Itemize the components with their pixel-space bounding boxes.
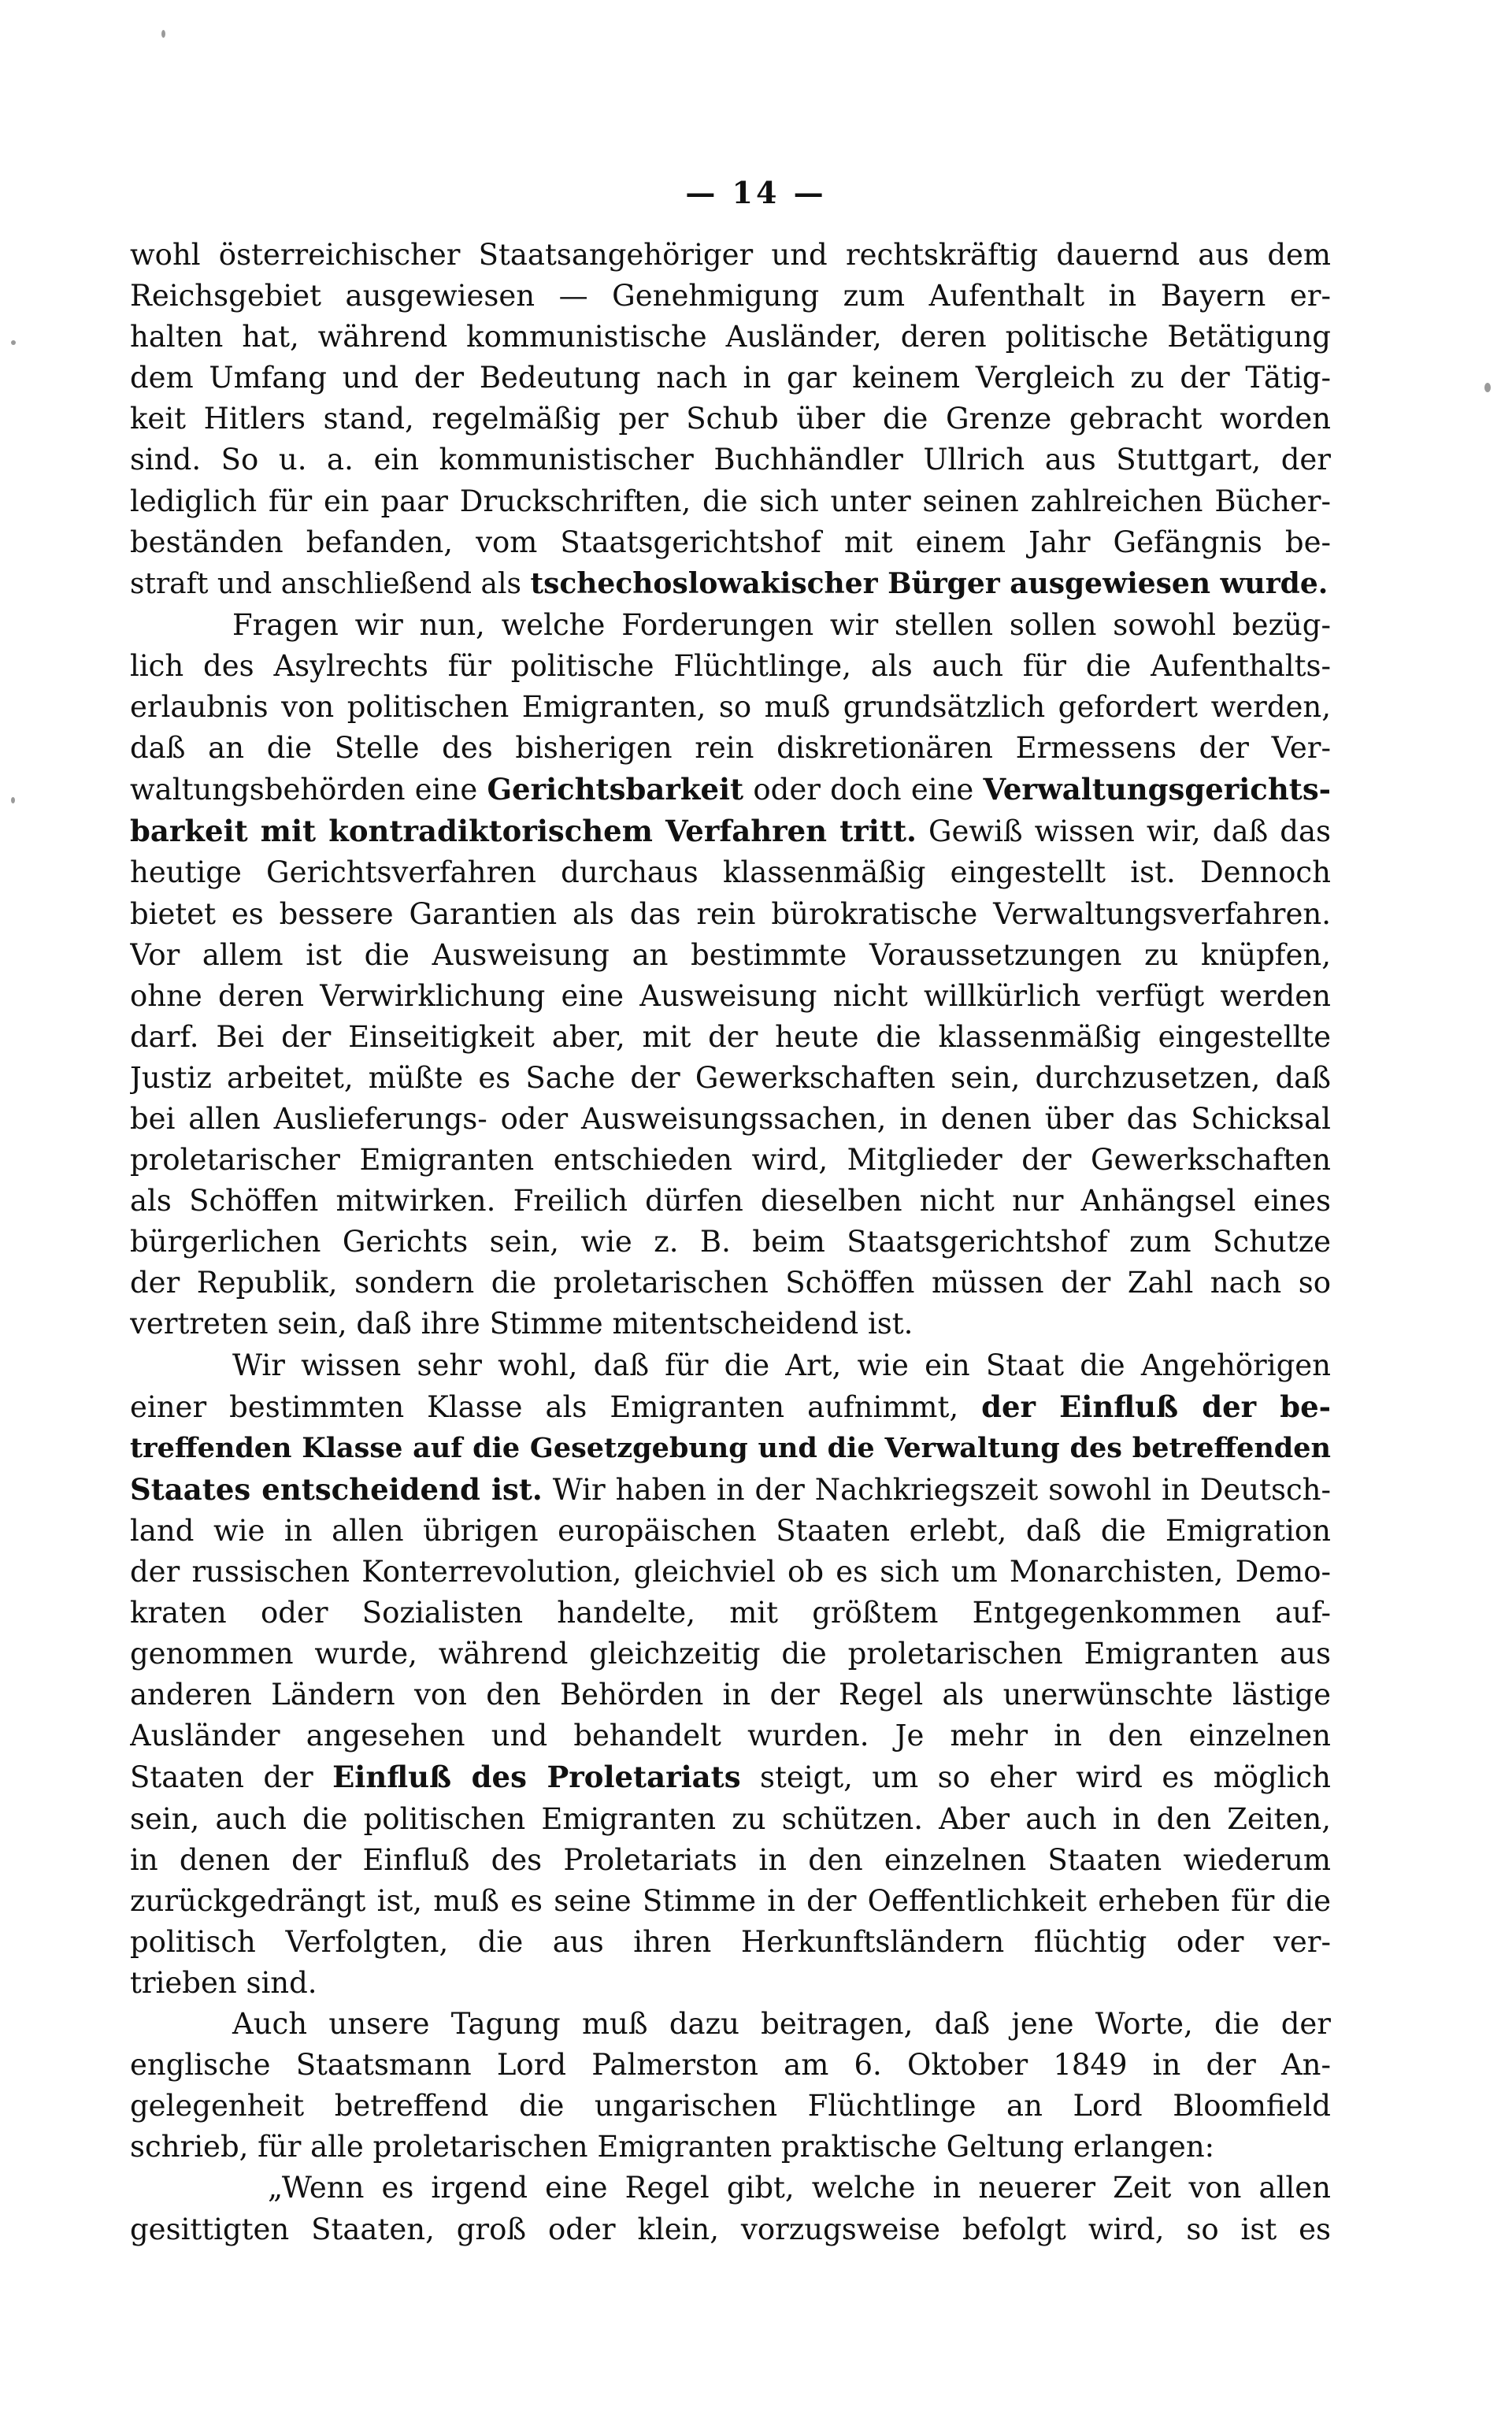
- emphasized-text: Verwaltungsgerichts-: [983, 772, 1331, 807]
- text-line: [130, 522, 1331, 563]
- scan-speck: [161, 30, 165, 38]
- text-line: [130, 563, 1331, 605]
- text-run: erlaubnis von politischen Emigranten, so muß grundsätzlich gefordert werden,: [130, 690, 1331, 725]
- text-line: [130, 646, 1331, 687]
- text-run: als Schöffen mitwirken. Freilich dürfen dieselben nicht nur Anhängsel eines: [130, 1184, 1331, 1218]
- text-run: keit Hitlers stand, regelmäßig per Schub über die Grenze gebracht worden: [130, 402, 1331, 436]
- text-run: halten hat, während kommunistische Ausländer, deren politische Betätigung: [130, 320, 1331, 354]
- text-line: [130, 399, 1331, 440]
- emphasized-text: barkeit mit kontradiktorischem Verfahren tritt.: [130, 814, 917, 849]
- text-line: [130, 1386, 1331, 1428]
- text-run: Ausländer angesehen und behandelt wurden. Je mehr in den einzelnen: [130, 1719, 1331, 1753]
- text-line: [130, 935, 1331, 976]
- text-run: Staaten der: [130, 1760, 333, 1795]
- text-run: daß an die Stelle des bisherigen rein diskretionären Ermessens der Ver-: [130, 731, 1331, 766]
- page-number: — 14 —: [685, 175, 827, 210]
- scan-speck: [1484, 383, 1491, 392]
- text-run: waltungsbehörden eine: [130, 773, 487, 807]
- text-run: bürgerlichen Gerichts sein, wie z. B. beim Staatsgerichtshof zum Schutze: [130, 1225, 1331, 1259]
- text-run: ohne deren Verwirklichung eine Ausweisung nicht willkürlich verfügt werden: [130, 978, 1331, 1013]
- text-run: bietet es bessere Garantien als das rein bürokratische Verwaltungsverfahren.: [130, 896, 1331, 931]
- text-run: vertreten sein, daß ihre Stimme mitentscheidend ist.: [130, 1307, 914, 1341]
- text-line: [130, 235, 1331, 276]
- text-line: [130, 1881, 1331, 1922]
- text-run: dem Umfang und der Bedeutung nach in gar keinem Vergleich zu der Tätig-: [130, 361, 1331, 395]
- text-line: [130, 2045, 1331, 2086]
- text-line: [130, 1963, 1331, 2004]
- emphasized-text: treffenden Klasse auf die Gesetzgebung und die Verwaltung des betreffenden: [130, 1431, 1331, 1464]
- text-line: [130, 2209, 1331, 2250]
- text-line: [130, 1511, 1331, 1552]
- text-line: [130, 1922, 1331, 1963]
- text-line: [130, 1058, 1331, 1099]
- text-run: anderen Ländern von den Behörden in der Regel als unerwünschte lästige: [130, 1678, 1331, 1712]
- text-run: einer bestimmten Klasse als Emigranten aufnimmt,: [130, 1389, 982, 1424]
- text-run: heutige Gerichtsverfahren durchaus klassenmäßig eingestellt ist. Dennoch: [130, 855, 1331, 890]
- text-run: wohl österreichischer Staatsangehöriger und rechtskräftig dauernd aus dem: [130, 238, 1331, 272]
- text-line: [130, 894, 1331, 935]
- body-text: [130, 235, 1331, 2250]
- text-run: Auch unsere Tagung muß dazu beitragen, daß jene Worte, die der: [232, 2007, 1331, 2042]
- text-run: steigt, um so eher wird es möglich: [740, 1760, 1331, 1795]
- text-run: land wie in allen übrigen europäischen Staaten erlebt, daß die Emigration: [130, 1513, 1331, 1548]
- text-line: [130, 810, 1331, 852]
- text-line: [130, 276, 1331, 317]
- text-line: [130, 358, 1331, 399]
- emphasized-text: der Einfluß der be-: [981, 1389, 1331, 1424]
- text-line: [130, 2127, 1331, 2168]
- text-line: [130, 1263, 1331, 1304]
- text-run: Gewiß wissen wir, daß das: [916, 814, 1331, 849]
- text-line: [130, 1840, 1331, 1881]
- text-run: der Republik, sondern die proletarischen Schöffen müssen der Zahl nach so: [130, 1266, 1331, 1300]
- scan-speck: [11, 797, 15, 803]
- text-run: gelegenheit betreffend die ungarischen Flüchtlinge an Lord Bloomfield: [130, 2089, 1331, 2123]
- text-run: genommen wurde, während gleichzeitig die proletarischen Emigranten aus: [130, 1637, 1331, 1671]
- text-run: Reichsgebiet ausgewiesen — Genehmigung zum Aufenthalt in Bayern er-: [130, 279, 1331, 313]
- text-run: lediglich für ein paar Druckschriften, die sich unter seinen zahlreichen Bücher-: [130, 484, 1331, 518]
- text-line: [130, 1222, 1331, 1263]
- scan-speck: [11, 340, 16, 345]
- text-run: Wir wissen sehr wohl, daß für die Art, wie ein Staat die Angehörigen: [232, 1348, 1331, 1382]
- emphasized-text: Einfluß des Proletariats: [332, 1760, 741, 1795]
- text-line: [130, 2168, 1331, 2209]
- text-run: proletarischer Emigranten entschieden wird, Mitglieder der Gewerkschaften: [130, 1143, 1331, 1178]
- text-line: [130, 769, 1331, 810]
- text-run: sein, auch die politischen Emigranten zu schützen. Aber auch in den Zeiten,: [130, 1801, 1331, 1836]
- text-line: [130, 317, 1331, 358]
- text-run: lich des Asylrechts für politische Flüchtlinge, als auch für die Aufenthalts-: [130, 648, 1331, 683]
- text-run: in denen der Einfluß des Proletariats in den einzelnen Staaten wiederum: [130, 1842, 1331, 1877]
- text-run: „Wenn es irgend eine Regel gibt, welche in neuerer Zeit von allen: [268, 2171, 1331, 2205]
- text-run: politisch Verfolgten, die aus ihren Herkunftsländern flüchtig oder ver-: [130, 1924, 1331, 1959]
- text-line: [130, 728, 1331, 769]
- text-line: [130, 1552, 1331, 1593]
- text-line: [130, 1634, 1331, 1675]
- text-line: [130, 2004, 1331, 2045]
- text-run: Justiz arbeitet, müßte es Sache der Gewerkschaften sein, durchzusetzen, daß: [130, 1060, 1331, 1095]
- text-run: sind. So u. a. ein kommunistischer Buchhändler Ullrich aus Stuttgart, der: [130, 443, 1331, 477]
- text-run: zurückgedrängt ist, muß es seine Stimme in der Oeffentlichkeit erheben für die: [130, 1883, 1331, 1918]
- text-line: [130, 481, 1331, 522]
- text-run: kraten oder Sozialisten handelte, mit größtem Entgegenkommen auf-: [130, 1596, 1331, 1630]
- text-run: straft und anschließend als: [130, 567, 531, 600]
- text-line: [130, 605, 1331, 646]
- text-run: schrieb, für alle proletarischen Emigranten praktische Geltung erlangen:: [130, 2130, 1215, 2164]
- text-line: [130, 976, 1331, 1017]
- text-run: gesittigten Staaten, groß oder klein, vorzugsweise befolgt wird, so ist es: [130, 2212, 1331, 2246]
- text-run: der russischen Konterrevolution, gleichviel ob es sich um Monarchisten, Demo-: [130, 1555, 1331, 1589]
- text-line: [130, 1593, 1331, 1634]
- text-line: [130, 1469, 1331, 1511]
- text-line: [130, 1017, 1331, 1058]
- text-line: [130, 1756, 1331, 1798]
- text-run: Vor allem ist die Ausweisung an bestimmte Voraussetzungen zu knüpfen,: [130, 937, 1331, 972]
- text-line: [130, 852, 1331, 893]
- text-run: darf. Bei der Einseitigkeit aber, mit der heute die klassenmäßig eingestellte: [130, 1019, 1331, 1054]
- emphasized-text: Gerichtsbarkeit: [487, 772, 744, 807]
- text-line: [130, 440, 1331, 480]
- text-run: Wir haben in der Nachkriegszeit sowohl in Deutsch-: [542, 1472, 1331, 1507]
- emphasized-text: Staates entscheidend ist.: [130, 1471, 543, 1507]
- text-run: englische Staatsmann Lord Palmerston am 6. Oktober 1849 in der An-: [130, 2048, 1331, 2083]
- text-run: oder doch eine: [743, 773, 984, 807]
- text-line: [130, 1140, 1331, 1181]
- text-line: [130, 2086, 1331, 2127]
- text-line: [130, 1304, 1331, 1345]
- text-run: beständen befanden, vom Staatsgerichtshof mit einem Jahr Gefängnis be-: [130, 525, 1331, 559]
- text-line: [130, 1428, 1331, 1469]
- text-line: [130, 687, 1331, 728]
- text-line: [130, 1715, 1331, 1756]
- text-line: [130, 1099, 1331, 1140]
- text-run: bei allen Auslieferungs- oder Ausweisungssachen, in denen über das Schicksal: [130, 1101, 1331, 1136]
- text-line: [130, 1181, 1331, 1222]
- text-run: trieben sind.: [130, 1965, 317, 2000]
- text-line: [130, 1675, 1331, 1715]
- emphasized-text: tschechoslowakischer Bürger ausgewiesen wurde.: [530, 566, 1329, 600]
- text-line: [130, 1799, 1331, 1840]
- text-line: [130, 1345, 1331, 1386]
- text-run: Fragen wir nun, welche Forderungen wir stellen sollen sowohl bezüg-: [232, 607, 1331, 642]
